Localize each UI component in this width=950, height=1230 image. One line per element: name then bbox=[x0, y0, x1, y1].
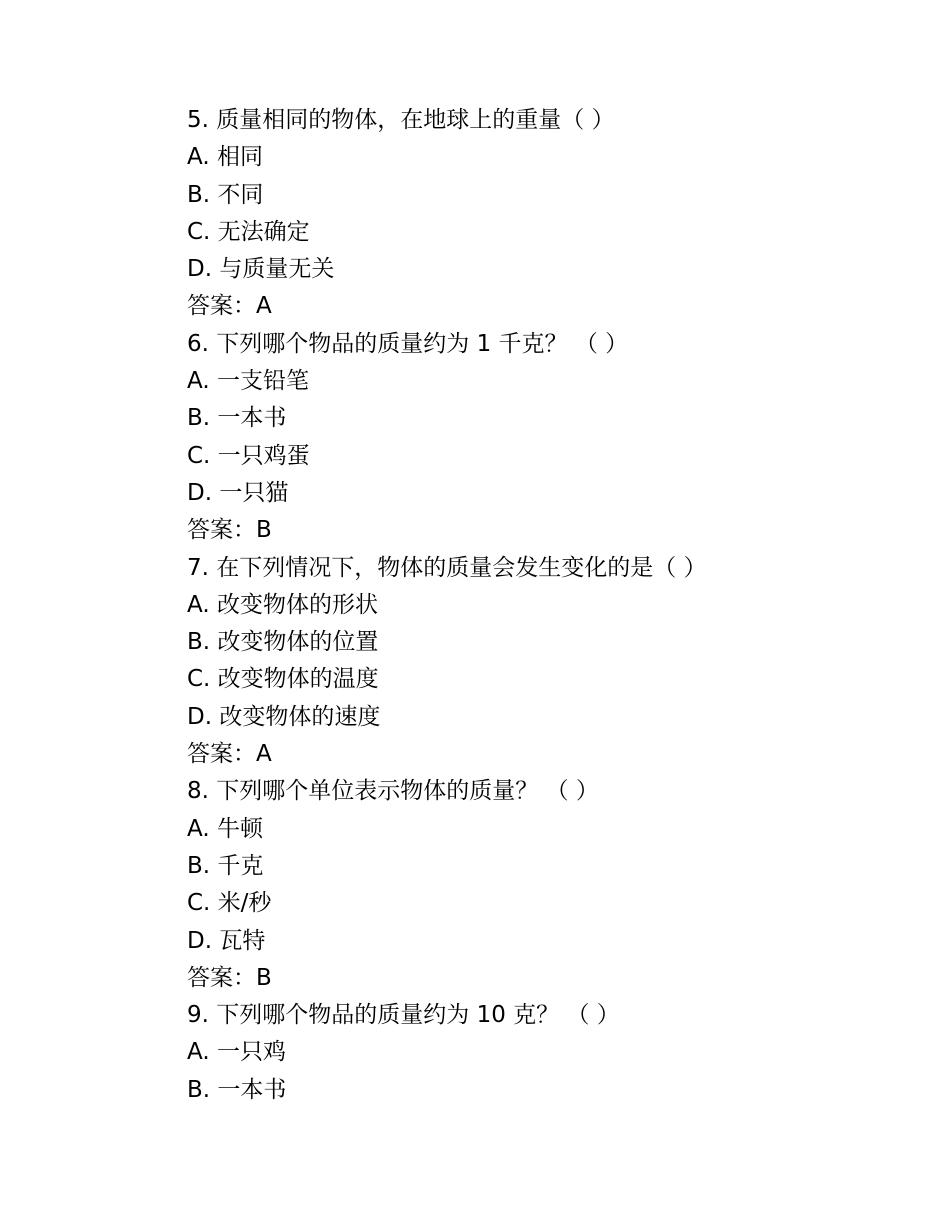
question-8-option-b: B. 千克 bbox=[187, 852, 264, 879]
question-9-stem: 9. 下列哪个物品的质量约为 10 克？ （ ） bbox=[187, 1002, 620, 1029]
question-7-stem: 7. 在下列情况下，物体的质量会发生变化的是（ ） bbox=[187, 554, 707, 581]
question-6-stem: 6. 下列哪个物品的质量约为 1 千克？ （ ） bbox=[187, 330, 629, 357]
question-5-option-c: C. 无法确定 bbox=[187, 218, 310, 245]
question-9-option-b: B. 一本书 bbox=[187, 1076, 287, 1103]
question-5-option-b: B. 不同 bbox=[187, 181, 264, 208]
question-7-answer: 答案：A bbox=[187, 741, 272, 768]
question-7-option-d: D. 改变物体的速度 bbox=[187, 703, 381, 730]
question-7-option-b: B. 改变物体的位置 bbox=[187, 629, 379, 656]
question-8-option-d: D. 瓦特 bbox=[187, 927, 266, 954]
question-8-answer: 答案：B bbox=[187, 964, 272, 991]
question-6-option-a: A. 一支铅笔 bbox=[187, 368, 309, 395]
question-list bbox=[187, 102, 887, 1109]
question-7-option-c: C. 改变物体的温度 bbox=[187, 666, 379, 693]
question-6-option-c: C. 一只鸡蛋 bbox=[187, 442, 310, 469]
question-7-option-a: A. 改变物体的形状 bbox=[187, 591, 378, 618]
question-8-option-c: C. 米/秒 bbox=[187, 890, 272, 917]
question-8-option-a: A. 牛顿 bbox=[187, 815, 263, 842]
question-6-answer: 答案：B bbox=[187, 517, 272, 544]
question-6-option-d: D. 一只猫 bbox=[187, 479, 289, 506]
question-5-answer: 答案：A bbox=[187, 293, 272, 320]
question-5-option-a: A. 相同 bbox=[187, 144, 263, 171]
question-8-stem: 8. 下列哪个单位表示物体的质量？ （ ） bbox=[187, 778, 599, 805]
question-6-option-b: B. 一本书 bbox=[187, 405, 287, 432]
question-5-stem: 5. 质量相同的物体，在地球上的重量（ ） bbox=[187, 107, 615, 133]
question-9-option-a: A. 一只鸡 bbox=[187, 1039, 286, 1066]
question-5-option-d: D. 与质量无关 bbox=[187, 256, 335, 283]
